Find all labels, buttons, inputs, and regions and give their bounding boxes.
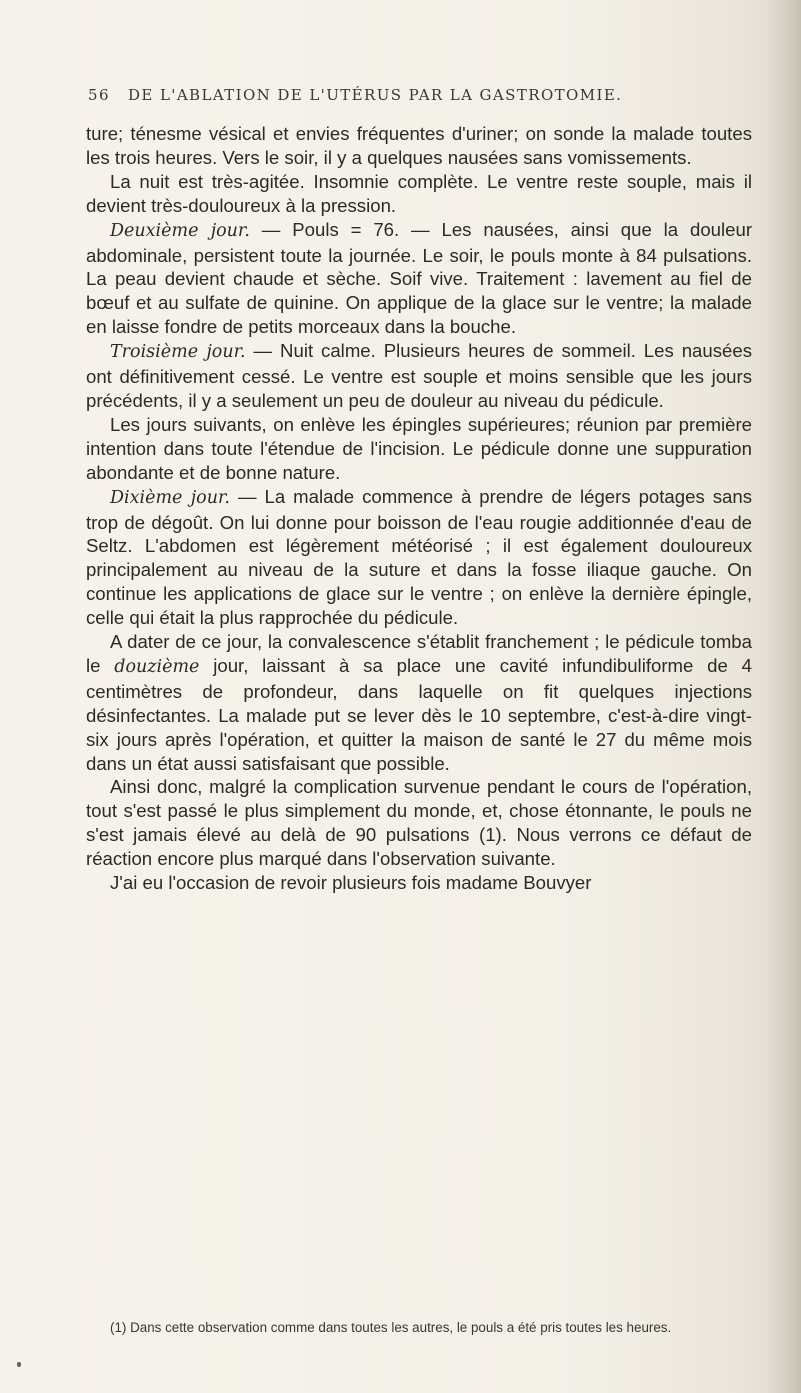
paragraph-2: La nuit est très-agitée. Insomnie complète. Le ventre reste souple, mais il devient très-douloureux à la pression. [86, 170, 752, 216]
emphasis-douzieme: douzième [114, 656, 200, 677]
paragraph-4 [86, 339, 752, 413]
footnote-text: (1) Dans cette observation comme dans toutes les autres, le pouls a été pris toutes les heures. [110, 1320, 672, 1335]
paragraph-6-text: — La malade commence à prendre de légers potages sans trop de dégoût. On lui donne pour boisson de l'eau rougie additionnée d'eau de Seltz. L'abdomen est légèrement météorisé ; il est également douloureux principalement au niveau de la suture et dans la fosse iliaque gauche. On continue les applications de glace sur le ventre ; on enlève la dernière épingle, celle qui était la plus rapprochée du pédicule. [86, 485, 752, 629]
page-number: 56 [88, 86, 110, 104]
running-header [88, 86, 748, 104]
paragraph-9: J'ai eu l'occasion de revoir plusieurs fois madame Bouvyer [110, 872, 592, 894]
paragraph-7 [86, 630, 752, 775]
paragraph-7-b: jour, laissant à sa place une cavité infundibuliforme de 4 centimètres de profondeur, dans laquelle on fit quelques injections désinfectantes. La malade put se lever dès le 10 septembre, c'est-à-dire vingt-six jours après l'opération, et quitter la maison de santé le 27 du même mois dans un état aussi satisfaisant que possible. [86, 654, 752, 774]
paragraph-3 [86, 218, 752, 340]
paragraph-3-text: — Pouls = 76. — Les nausées, ainsi que la douleur abdominale, persistent toute la journée. Le soir, le pouls monte à 84 pulsations. La peau devient chaude et sèche. Soif vive. Traitement : lavement au fiel de bœuf et au sulfate de quinine. On applique de la glace sur le ventre; la malade en laisse fondre de petits morceaux dans la bouche. [86, 218, 753, 338]
paragraph-4-text: — Nuit calme. Plusieurs heures de sommeil. Les nausées ont définitivement cessé. Le ventre est souple et moins sensible que les jours précédents, il y a seulement un peu de douleur au niveau du pédicule. [86, 340, 753, 411]
paragraph-6 [86, 485, 752, 630]
page-edge-shadow [767, 0, 801, 1393]
paragraph-1: ture; ténesme vésical et envies fréquentes d'uriner; on sonde la malade toutes les trois heures. Vers le soir, il y a quelques nausées sans vomissements. [86, 123, 752, 168]
body-text [86, 122, 752, 895]
running-title: DE L'ABLATION DE L'UTÉRUS PAR LA GASTROTOMIE. [128, 86, 623, 104]
day-label-third: Troisième jour. [110, 342, 246, 363]
paragraph-7-a: A dater de ce jour, la convalescence s'établit franchement ; le pédicule tomba le [86, 631, 752, 676]
day-label-tenth: Dixième jour. [110, 487, 230, 508]
footnote [86, 1318, 752, 1338]
ink-speck [17, 1362, 21, 1367]
paragraph-8: Ainsi donc, malgré la complication survenue pendant le cours de l'opération, tout s'est passé le plus simplement du monde, et, chose étonnante, le pouls ne s'est jamais élevé au delà de 90 pulsations (1). Nous verrons ce défaut de réaction encore plus marqué dans l'observation suivante. [86, 776, 752, 870]
day-label-second: Deuxième jour. [110, 220, 250, 241]
paragraph-5: Les jours suivants, on enlève les épingles supérieures; réunion par première intention dans toute l'étendue de l'incision. Le pédicule donne une suppuration abondante et de bonne nature. [86, 413, 752, 483]
